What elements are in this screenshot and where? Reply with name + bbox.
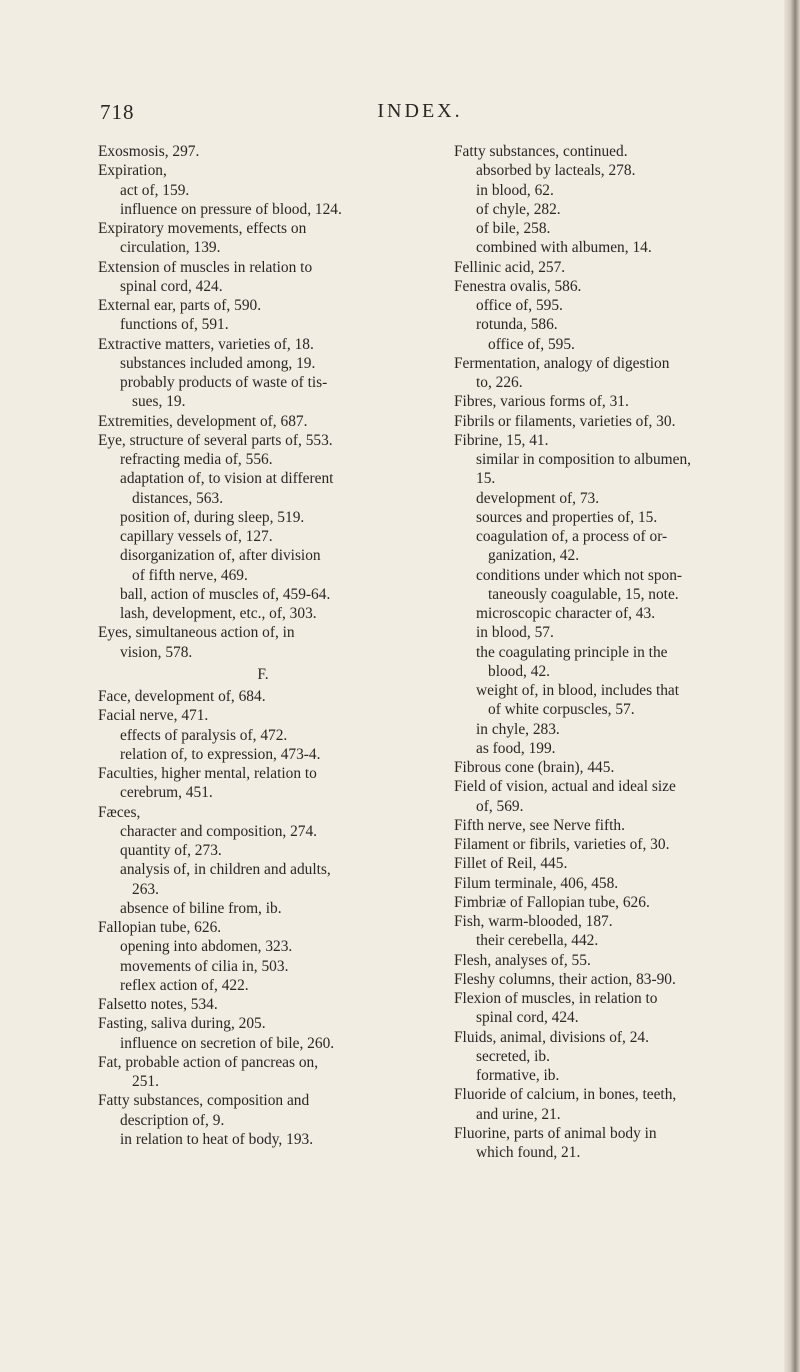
index-subentry: probably products of waste of tis- — [120, 374, 328, 391]
index-subentry: of white corpuscles, 57. — [488, 701, 635, 719]
index-subentry: as food, 199. — [476, 739, 556, 757]
index-entry: Fifth nerve, see Nerve fifth. — [454, 816, 625, 834]
index-entry: Facial nerve, 471. — [98, 707, 209, 725]
index-entry: Fibres, various forms of, 31. — [454, 393, 629, 411]
index-subentry: of chyle, 282. — [476, 200, 561, 218]
index-subentry: rotunda, 586. — [476, 316, 558, 334]
index-subentry: formative, ib. — [476, 1067, 560, 1084]
index-subentry: sources and properties of, 15. — [476, 508, 658, 526]
index-subentry: to, 226. — [476, 374, 523, 391]
index-subentry: secreted, ib. — [476, 1047, 550, 1065]
index-subentry: office of, 595. — [476, 297, 563, 314]
index-entry: Expiratory movements, effects on — [98, 220, 307, 237]
index-entry: Fibrous cone (brain), 445. — [454, 759, 615, 776]
index-subentry: influence on pressure of blood, 124. — [120, 200, 342, 218]
index-subentry: conditions under which not spon- — [476, 566, 683, 584]
index-subentry: influence on secretion of bile, 260. — [120, 1034, 335, 1052]
index-subentry: relation of, to expression, 473-4. — [120, 745, 321, 763]
index-subentry: microscopic character of, 43. — [476, 605, 656, 622]
index-subentry: analysis of, in children and adults, — [120, 861, 331, 879]
index-subentry: 251. — [132, 1073, 159, 1090]
index-subentry: circulation, 139. — [120, 239, 221, 257]
index-entry: Fluorine, parts of animal body in — [454, 1124, 657, 1142]
page-edge-shadow — [784, 0, 800, 1372]
page-title: INDEX. — [377, 100, 463, 122]
index-entry: Filament or fibrils, varieties of, 30. — [454, 836, 670, 853]
index-subentry: weight of, in blood, includes that — [476, 682, 680, 699]
index-entry: Eye, structure of several parts of, 553. — [98, 431, 333, 449]
index-subentry: ganization, 42. — [488, 547, 580, 565]
index-subentry: cerebrum, 451. — [120, 784, 213, 802]
index-subentry: substances included among, 19. — [120, 354, 316, 372]
index-entry: Extension of muscles in relation to — [98, 258, 313, 276]
index-subentry: reflex action of, 422. — [120, 976, 249, 994]
index-subentry: combined with albumen, 14. — [476, 239, 652, 257]
running-head — [100, 100, 740, 130]
index-entry: Fenestra ovalis, 586. — [454, 277, 582, 295]
index-subentry: vision, 578. — [120, 643, 193, 661]
index-entry: Fæces, — [98, 803, 141, 821]
index-entry: Fellinic acid, 257. — [454, 258, 566, 276]
index-subentry: effects of paralysis of, 472. — [120, 726, 288, 744]
index-subentry: taneously coagulable, 15, note. — [488, 585, 679, 603]
index-entry: Fimbriæ of Fallopian tube, 626. — [454, 893, 650, 911]
index-subentry: act of, 159. — [120, 181, 190, 199]
index-entry: Fatty substances, composition and — [98, 1092, 310, 1110]
index-subentry: opening into abdomen, 323. — [120, 938, 293, 956]
index-subentry: movements of cilia in, 503. — [120, 957, 289, 975]
index-subentry: ball, action of muscles of, 459-64. — [120, 585, 331, 603]
index-subentry: in blood, 57. — [476, 624, 554, 642]
section-letter: F. — [257, 665, 269, 683]
index-subentry: in chyle, 283. — [476, 720, 560, 738]
index-subentry: 15. — [476, 470, 496, 488]
index-entry: Fatty substances, continued. — [454, 143, 628, 160]
index-subentry: position of, during sleep, 519. — [120, 508, 305, 526]
index-entry: Fat, probable action of pancreas on, — [98, 1053, 319, 1071]
index-entry: Fibrine, 15, 41. — [454, 431, 549, 449]
index-entry: Extremities, development of, 687. — [98, 412, 308, 430]
index-subentry: lash, development, etc., of, 303. — [120, 605, 317, 622]
index-subentry: their cerebella, 442. — [476, 932, 599, 950]
index-entry: Fillet of Reil, 445. — [454, 855, 568, 873]
index-entry: Falsetto notes, 534. — [98, 996, 218, 1013]
index-subentry: spinal cord, 424. — [476, 1009, 579, 1027]
index-subentry: distances, 563. — [132, 489, 224, 507]
index-subentry: absence of biline from, ib. — [120, 899, 282, 917]
index-subentry: which found, 21. — [476, 1144, 581, 1161]
index-column-left — [98, 142, 428, 1149]
index-subentry: the coagulating principle in the — [476, 643, 668, 661]
index-entry: Eyes, simultaneous action of, in — [98, 624, 295, 642]
index-subentry: sues, 19. — [132, 393, 186, 411]
index-entry: Exosmosis, 297. — [98, 143, 200, 160]
index-column-right — [454, 142, 784, 1162]
index-subentry: quantity of, 273. — [120, 842, 222, 859]
index-subentry: absorbed by lacteals, 278. — [476, 162, 636, 180]
index-subentry: functions of, 591. — [120, 316, 229, 334]
index-entry: External ear, parts of, 590. — [98, 297, 262, 314]
index-subentry: and urine, 21. — [476, 1105, 561, 1123]
index-subentry: refracting media of, 556. — [120, 451, 273, 468]
page-number: 718 — [100, 100, 135, 124]
index-subentry: description of, 9. — [120, 1111, 225, 1129]
index-entry: Fallopian tube, 626. — [98, 919, 222, 936]
index-subentry: 263. — [132, 880, 159, 898]
index-entry: Expiration, — [98, 162, 167, 180]
index-entry: Fibrils or filaments, varieties of, 30. — [454, 412, 676, 430]
index-subentry: of bile, 258. — [476, 220, 551, 237]
index-subentry: development of, 73. — [476, 489, 600, 507]
index-entry: Faculties, higher mental, relation to — [98, 765, 317, 782]
index-entry: Fasting, saliva during, 205. — [98, 1015, 266, 1033]
index-entry: Flesh, analyses of, 55. — [454, 951, 591, 969]
index-subentry: of fifth nerve, 469. — [132, 566, 248, 584]
index-entry: Face, development of, 684. — [98, 688, 266, 705]
index-subentry: in relation to heat of body, 193. — [120, 1130, 314, 1148]
index-subentry: spinal cord, 424. — [120, 277, 223, 295]
index-entry: Fish, warm-blooded, 187. — [454, 913, 613, 930]
index-entry: Fleshy columns, their action, 83-90. — [454, 970, 676, 988]
index-entry: Fluids, animal, divisions of, 24. — [454, 1028, 649, 1046]
index-subentry: office of, 595. — [488, 335, 575, 353]
index-subentry: capillary vessels of, 127. — [120, 528, 273, 545]
index-subentry: similar in composition to albumen, — [476, 451, 692, 468]
index-subentry: character and composition, 274. — [120, 822, 318, 840]
index-entry: Field of vision, actual and ideal size — [454, 778, 676, 796]
index-subentry: in blood, 62. — [476, 181, 554, 199]
index-entry: Filum terminale, 406, 458. — [454, 874, 619, 892]
index-entry: Fermentation, analogy of digestion — [454, 354, 670, 372]
index-subentry: of, 569. — [476, 797, 524, 815]
index-entry: Fluoride of calcium, in bones, teeth, — [454, 1086, 677, 1104]
index-entry: Extractive matters, varieties of, 18. — [98, 335, 314, 353]
index-subentry: disorganization of, after division — [120, 547, 321, 565]
index-subentry: blood, 42. — [488, 662, 550, 680]
index-subentry: adaptation of, to vision at different — [120, 470, 334, 488]
index-subentry: coagulation of, a process of or- — [476, 528, 668, 545]
index-entry: Flexion of muscles, in relation to — [454, 990, 658, 1007]
